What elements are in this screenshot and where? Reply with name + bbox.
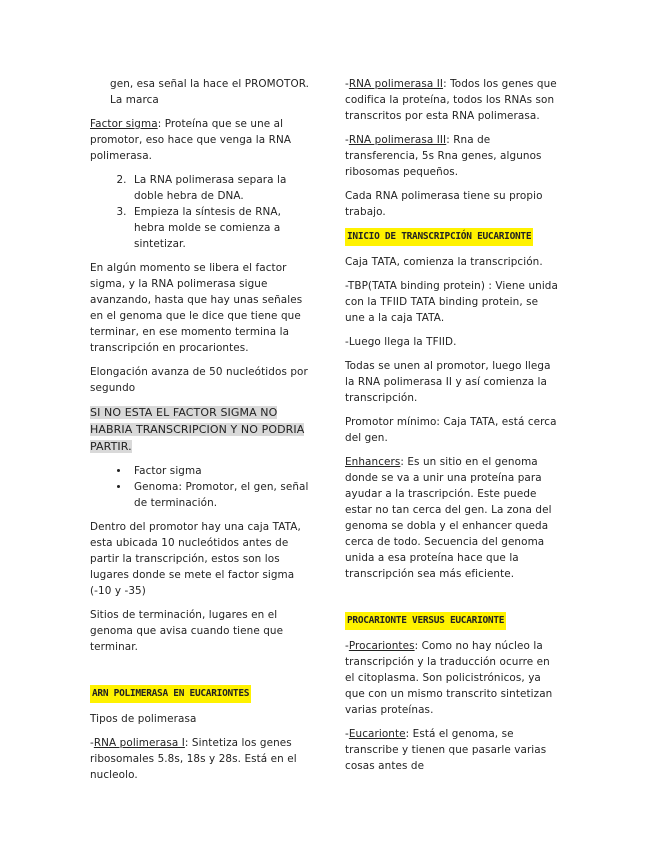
eucarionte-term: Eucarionte [348,728,406,740]
numbered-steps [90,172,312,252]
grey-highlight: SI NO ESTA EL FACTOR SIGMA NO HABRIA TRANSCRIPCION Y NO PODRIA PARTIR. [90,406,305,453]
rna-1-term: RNA polimerasa I [93,737,185,749]
rna-3-term: RNA polimerasa III [348,134,447,146]
right-column [345,76,560,782]
paragraph-procariontes: -Procariontes: Como no hay núcleo la transcripción y la traducción ocurre en el citoplasma. Son policistrónicos, ya que con un mismo transcrito sintetizan varias proteínas. [345,640,553,716]
procariontes-definition: : Como no hay núcleo la transcripción y la traducción ocurre en el citoplasma. Son policistrónicos, ya que con un mismo transcrito sintetizan varias proteínas. [345,640,553,716]
paragraph-tbp: -TBP(TATA binding protein) : Viene unida con la TFIID TATA binding protein, se une a la caja TATA. [345,280,558,324]
list-item: • Genoma: Promotor, el gen, señal de terminación. [130,479,312,511]
list-item: 2. La RNA polimerasa separa la doble hebra de DNA. [130,172,312,204]
left-column [90,76,312,791]
paragraph-sitios: Sitios de terminación, lugares en el genoma que avisa cuando tiene que terminar. [90,609,284,653]
rna-3-definition: : Rna de transferencia, 5s Rna genes, algunos ribosomas pequeños. [345,134,542,178]
paragraph-promotor: gen, esa señal la hace el PROMOTOR. La marca [110,78,310,106]
paragraph-factor-sigma [90,116,312,164]
grey-note [90,404,312,455]
factor-sigma-definition: : Proteína que se une al promotor, eso hace que venga la RNA polimerasa. [90,118,292,162]
paragraph-cada: Cada RNA polimerasa tiene su propio trabajo. [345,190,543,218]
highlight-heading: PROCARIONTE VERSUS EUCARIONTE [345,612,506,630]
paragraph-eucarionte: -Eucarionte: Está el genoma, se transcribe y tienen que pasarle varias cosas antes de [345,728,547,772]
list-item: 3. Empieza la síntesis de RNA, hebra molde se comienza a sintetizar. [130,204,312,252]
paragraph-elongacion: Elongación avanza de 50 nucleótidos por segundo [90,366,308,394]
paragraph-caja: Caja TATA, comienza la transcripción. [345,256,543,268]
paragraph-minimo: Promotor mínimo: Caja TATA, está cerca del gen. [345,416,557,444]
procariontes-term: Procariontes [348,640,415,652]
highlight-heading: INICIO DE TRANSCRIPCIÓN EUCARIONTE [345,228,533,246]
paragraph-tipos: Tipos de polimerasa [90,713,197,725]
paragraph-rna-2: -RNA polimerasa II: Todos los genes que codifica la proteína, todos los RNAs son transcritos por esta RNA polimerasa. [345,78,557,122]
paragraph-rna-1: -RNA polimerasa I: Sintetiza los genes ribosomales 5.8s, 18s y 28s. Está en el nucleolo. [90,737,297,781]
factor-sigma-term: Factor sigma [90,118,158,130]
paragraph-tata: Dentro del promotor hay una caja TATA, esta ubicada 10 nucleótidos antes de partir la transcripción, estos son los lugares donde se mete el factor sigma (-10 y -35) [90,521,301,597]
rna-1-definition: : Sintetiza los genes ribosomales 5.8s, 18s y 28s. Está en el nucleolo. [90,737,297,781]
heading-arn-polimerasa [90,685,312,703]
bullet-list [90,463,312,511]
paragraph-luego: -Luego llega la TFIID. [345,336,457,348]
eucarionte-definition: : Está el genoma, se transcribe y tienen que pasarle varias cosas antes de [345,728,547,772]
rna-2-definition: : Todos los genes que codifica la proteína, todos los RNAs son transcritos por esta RNA polimerasa. [345,78,557,122]
heading-inicio-transcripcion [345,228,560,246]
heading-procarionte-eucarionte [345,612,560,630]
highlight-heading: ARN POLIMERASA EN EUCARIONTES [90,685,251,703]
enhancers-definition: : Es un sitio en el genoma donde se va a unir una proteína para ayudar a la trascripción. Este puede estar no tan cerca del gen. La zona del genoma se dobla y el enhancer queda cerca de todo. Secuencia del genoma unida a esa proteína hace que la transcripción sea más eficiente. [345,456,552,580]
paragraph-liberation: En algún momento se libera el factor sigma, y la RNA polimerasa sigue avanzando, hasta que hay unas señales en el genoma que le dice que tiene que terminar, en ese momento termina la transcripción en procariontes. [90,262,303,354]
paragraph-enhancers [345,454,560,582]
enhancers-term: Enhancers [345,456,401,468]
rna-2-term: RNA polimerasa II [348,78,444,90]
paragraph-todas: Todas se unen al promotor, luego llega la RNA polimerasa II y así comienza la transcripción. [345,360,551,404]
paragraph-rna-3: -RNA polimerasa III: Rna de transferencia, 5s Rna genes, algunos ribosomas pequeños. [345,134,542,178]
list-item: • Factor sigma [130,463,312,479]
